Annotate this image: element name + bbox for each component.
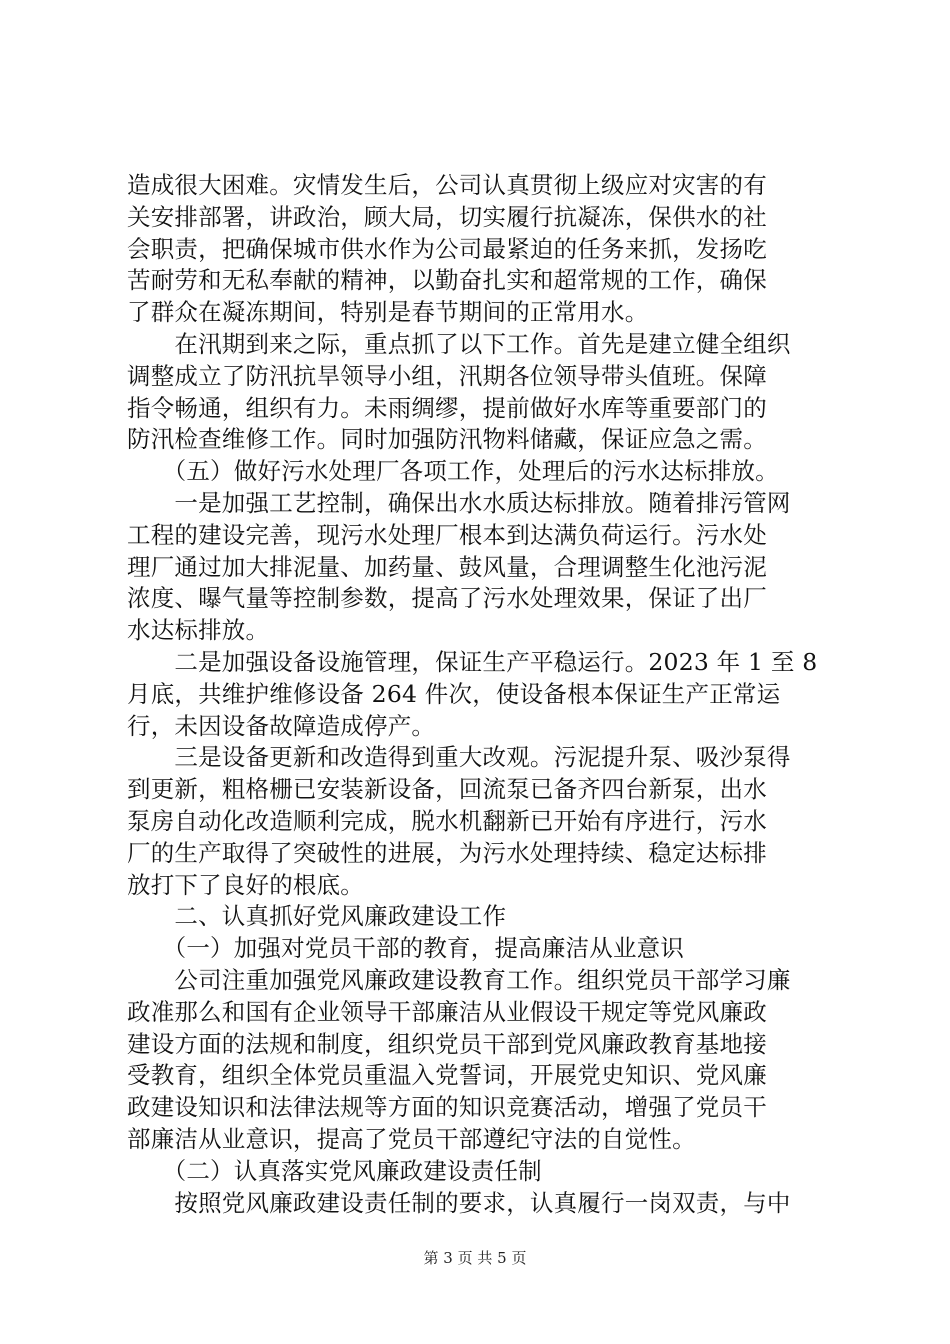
text-line: 政准那么和国有企业领导干部廉洁从业假设干规定等党风廉政 <box>127 997 767 1026</box>
body-text <box>127 170 833 1219</box>
text-line: 造成很大困难。灾情发生后，公司认真贯彻上级应对灾害的有 <box>127 171 767 199</box>
text-line: 二是加强设备设施管理，保证生产平稳运行。2023 年 1 至 8 <box>127 647 818 676</box>
text-line: 苦耐劳和无私奉献的精神，以勤奋扎实和超常规的工作，确保 <box>127 266 767 295</box>
text-line: （一）加强对党员干部的教育，提高廉洁从业意识 <box>127 934 685 963</box>
text-line: 受教育，组织全体党员重温入党誓词，开展党史知识、党风廉 <box>127 1061 767 1090</box>
text-line: 关安排部署，讲政治，顾大局，切实履行抗凝冻，保供水的社 <box>127 202 767 231</box>
text-line: 厂的生产取得了突破性的进展，为污水处理持续、稳定达标排 <box>127 838 767 867</box>
text-line: 在汛期到来之际，重点抓了以下工作。首先是建立健全组织 <box>127 329 791 358</box>
text-line: 调整成立了防汛抗旱领导小组，汛期各位领导带头值班。保障 <box>127 361 767 390</box>
text-line: 工程的建设完善，现污水处理厂根本到达满负荷运行。污水处 <box>127 520 767 549</box>
text-line: 了群众在凝冻期间，特别是春节期间的正常用水。 <box>127 298 649 327</box>
text-line: 部廉洁从业意识，提高了党员干部遵纪守法的自觉性。 <box>127 1124 696 1153</box>
text-line: 泵房自动化改造顺利完成，脱水机翻新已开始有序进行，污水 <box>127 806 767 835</box>
text-line: 月底，共维护维修设备 264 件次，使设备根本保证生产正常运 <box>127 679 781 708</box>
text-line: 公司注重加强党风廉政建设教育工作。组织党员干部学习廉 <box>127 965 791 994</box>
text-line: （二）认真落实党风廉政建设责任制 <box>127 1156 542 1185</box>
text-line: 理厂通过加大排泥量、加药量、鼓风量，合理调整生化池污泥 <box>127 552 767 581</box>
text-line: 建设方面的法规和制度，组织党员干部到党风廉政教育基地接 <box>127 1029 767 1058</box>
text-line: 会职责，把确保城市供水作为公司最紧迫的任务来抓，发扬吃 <box>127 234 767 263</box>
text-line: （五）做好污水处理厂各项工作，处理后的污水达标排放。 <box>127 457 779 486</box>
text-line: 水达标排放。 <box>127 616 270 645</box>
text-line: 指令畅通，组织有力。未雨绸缪，提前做好水库等重要部门的 <box>127 393 767 422</box>
text-line: 二、认真抓好党风廉政建设工作 <box>127 902 507 931</box>
text-line: 三是设备更新和改造得到重大改观。污泥提升泵、吸沙泵得 <box>127 743 791 772</box>
text-line: 放打下了良好的根底。 <box>127 870 364 899</box>
text-line: 按照党风廉政建设责任制的要求，认真履行一岗双责，与中 <box>127 1188 791 1217</box>
text-line: 一是加强工艺控制，确保出水水质达标排放。随着排污管网 <box>127 488 791 517</box>
page-footer: 第 3 页 共 5 页 <box>423 1249 527 1267</box>
text-line: 行，未因设备故障造成停产。 <box>127 711 436 740</box>
text-line: 防汛检查维修工作。同时加强防汛物料储藏，保证应急之需。 <box>127 425 767 454</box>
text-line: 浓度、曝气量等控制参数，提高了污水处理效果，保证了出厂 <box>127 584 767 613</box>
text-line: 政建设知识和法律法规等方面的知识竞赛活动，增强了党员干 <box>127 1093 767 1122</box>
text-line: 到更新，粗格栅已安装新设备，回流泵已备齐四台新泵，出水 <box>127 775 767 804</box>
